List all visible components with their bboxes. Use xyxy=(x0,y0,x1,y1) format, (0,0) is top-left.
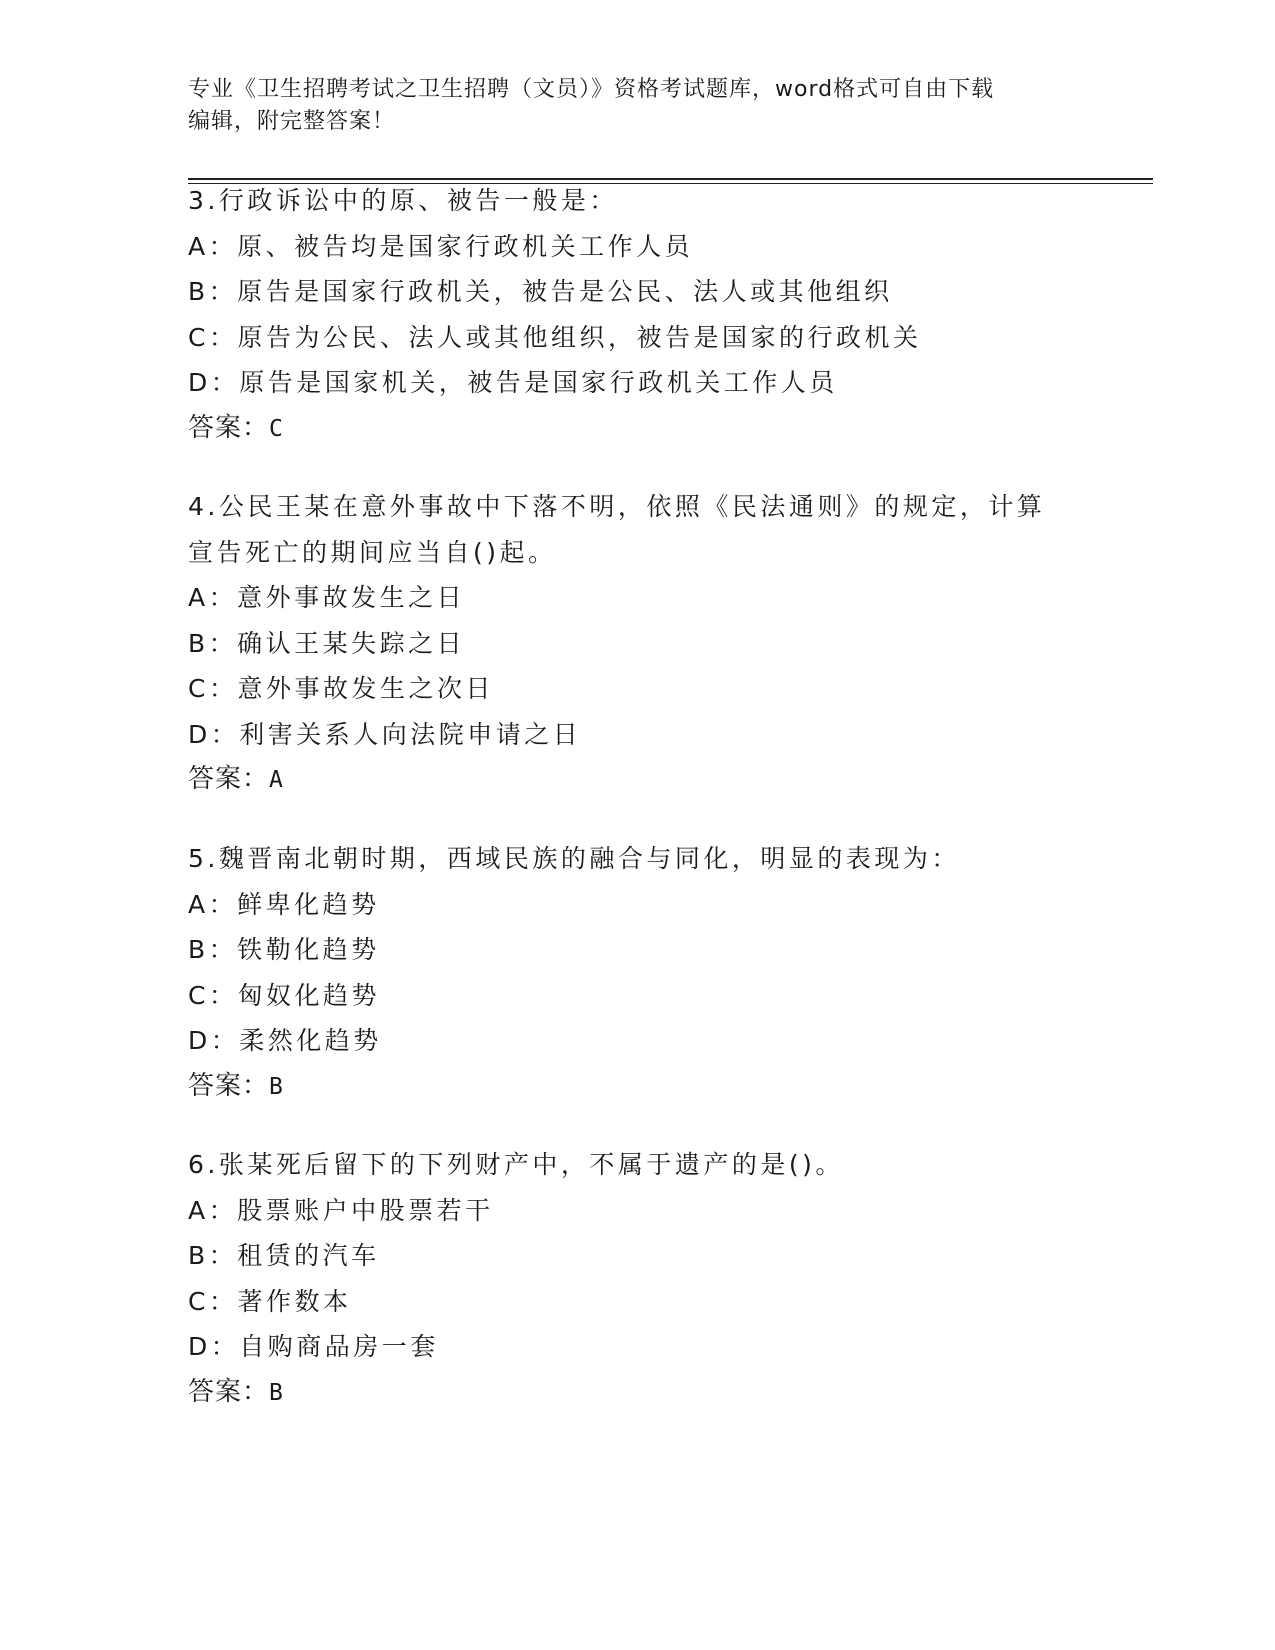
answer-value: B xyxy=(269,1379,284,1406)
header-line-2: 编辑，附完整答案！ xyxy=(188,109,396,134)
question-stem-continued: 宣告死亡的期间应当自()起。 xyxy=(188,537,557,567)
option-d: D：柔然化趋势 xyxy=(188,1026,382,1055)
question-stem: 4.公民王某在意外事故中下落不明，依照《民法通则》的规定，计算 xyxy=(188,492,1046,521)
option-b: B：原告是国家行政机关，被告是公民、法人或其他组织 xyxy=(188,277,893,306)
answer-line xyxy=(188,406,1148,453)
question-3 xyxy=(188,178,1148,452)
option-c: C：原告为公民、法人或其他组织，被告是国家的行政机关 xyxy=(188,322,922,352)
answer-value: A xyxy=(269,767,284,793)
question-4 xyxy=(188,484,1148,804)
answer-line xyxy=(188,757,1148,804)
answer-label: 答案： xyxy=(188,1070,270,1101)
question-stem: 6.张某死后留下的下列财产中，不属于遗产的是()。 xyxy=(188,1150,844,1179)
header-line-1: 专业《卫生招聘考试之卫生招聘（文员）》资格考试题库，word格式可自由下载 xyxy=(188,77,995,102)
option-c: C：意外事故发生之次日 xyxy=(188,674,494,703)
question-6 xyxy=(188,1142,1148,1416)
answer-label: 答案： xyxy=(188,412,270,443)
question-stem: 3.行政诉讼中的原、被告一般是： xyxy=(188,186,618,215)
question-5 xyxy=(188,836,1148,1110)
option-b: B：租赁的汽车 xyxy=(188,1241,380,1270)
answer-value: B xyxy=(269,1073,284,1100)
option-a: A：意外事故发生之日 xyxy=(188,583,466,612)
answer-value: C xyxy=(269,415,284,442)
question-stem: 5.魏晋南北朝时期，西域民族的融合与同化，明显的表现为： xyxy=(188,844,960,873)
answer-label: 答案： xyxy=(188,1376,270,1407)
option-c: C：匈奴化趋势 xyxy=(188,980,380,1010)
option-d: D：原告是国家机关，被告是国家行政机关工作人员 xyxy=(188,368,838,397)
option-b: B：确认王某失踪之日 xyxy=(188,628,466,658)
answer-label: 答案： xyxy=(188,764,270,794)
option-d: D：利害关系人向法院申请之日 xyxy=(188,719,582,749)
option-a: A：原、被告均是国家行政机关工作人员 xyxy=(188,231,694,261)
answer-line xyxy=(188,1370,1148,1417)
option-b: B：铁勒化趋势 xyxy=(188,935,380,964)
answer-line xyxy=(188,1064,1148,1111)
option-d: D：自购商品房一套 xyxy=(188,1332,439,1361)
option-a: A：鲜卑化趋势 xyxy=(188,889,380,919)
option-a: A：股票账户中股票若干 xyxy=(188,1195,494,1225)
document-header xyxy=(188,74,1088,138)
option-c: C：著作数本 xyxy=(188,1286,352,1316)
